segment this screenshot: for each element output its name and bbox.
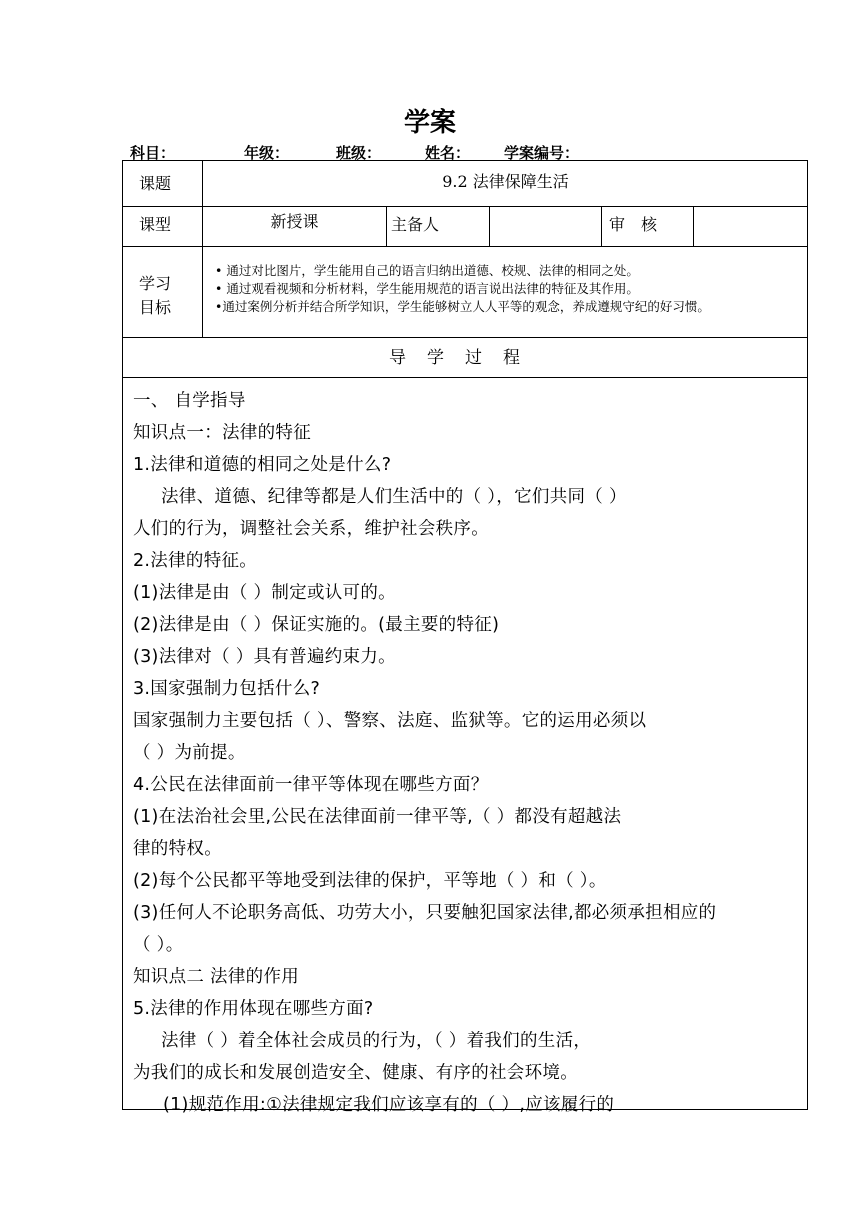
document-title: 学案 <box>403 108 456 138</box>
learning-goals-label-line1: 学习 <box>139 274 172 293</box>
row-divider <box>123 337 807 338</box>
question-line: 1.法律和道德的相同之处是什么? <box>133 455 392 475</box>
column-divider <box>489 206 490 246</box>
answer-line: (2)每个公民都平等地受到法律的保护，平等地（ ）和（ ）。 <box>133 871 607 891</box>
answer-line: 为我们的成长和发展创造安全、健康、有序的社会环境。 <box>133 1063 578 1083</box>
case-number-label: 学案编号： <box>504 144 580 162</box>
subject-label: 科目： <box>130 144 176 162</box>
topic-value: 9.2 法律保障生活 <box>442 172 569 191</box>
column-divider <box>601 206 602 246</box>
column-divider <box>386 206 387 246</box>
learning-goal-item: • 通过观看视频和分析材料，学生能用规范的语言说出法律的特征及其作用。 <box>215 281 639 296</box>
column-divider <box>693 206 694 246</box>
question-line: 2.法律的特征。 <box>133 551 258 571</box>
section-header: 导学过程 <box>389 348 541 368</box>
knowledge-point-heading: 知识点二 法律的作用 <box>133 967 300 987</box>
answer-line: (3)法律对（ ）具有普遍约束力。 <box>133 647 396 667</box>
section-heading: 一、 自学指导 <box>133 391 246 411</box>
answer-line: (1)法律是由（ ）制定或认可的。 <box>133 583 396 603</box>
row-divider <box>123 246 807 247</box>
topic-label: 课题 <box>139 174 172 193</box>
answer-line: 法律、道德、纪律等都是人们生活中的（ ），它们共同（ ） <box>161 487 627 507</box>
knowledge-point-heading: 知识点一：法律的特征 <box>133 423 311 443</box>
answer-line: 人们的行为，调整社会关系，维护社会秩序。 <box>133 519 489 539</box>
question-line: 4.公民在法律面前一律平等体现在哪些方面？ <box>133 775 489 795</box>
answer-line: 律的特权。 <box>133 839 222 859</box>
answer-line: (1)在法治社会里,公民在法律面前一律平等,（ ）都没有超越法 <box>133 807 622 827</box>
preparer-label: 主备人 <box>391 215 440 234</box>
class-label: 班级： <box>336 144 382 162</box>
row-divider <box>123 206 807 207</box>
answer-line: （ ）为前提。 <box>133 743 246 763</box>
question-line: 5.法律的作用体现在哪些方面? <box>133 999 374 1019</box>
learning-goal-item: • 通过对比图片，学生能用自己的语言归纳出道德、校规、法律的相同之处。 <box>215 263 639 278</box>
grade-label: 年级： <box>244 144 290 162</box>
answer-line: (2)法律是由（ ）保证实施的。(最主要的特征) <box>133 615 500 635</box>
answer-line: 国家强制力主要包括（ ）、警察、法庭、监狱等。它的运用必须以 <box>133 711 647 731</box>
row-divider <box>123 377 807 378</box>
review-label: 审 核 <box>609 215 658 234</box>
answer-line: (3)任何人不论职务高低、功劳大小，只要触犯国家法律,都必须承担相应的 <box>133 903 717 923</box>
learning-goals-label-line2: 目标 <box>139 298 172 317</box>
lesson-type-label: 课型 <box>139 215 172 234</box>
lesson-type-value: 新授课 <box>270 212 319 231</box>
answer-line: 法律（ ）着全体社会成员的行为，（ ）着我们的生活， <box>161 1031 592 1051</box>
question-line: 3.国家强制力包括什么? <box>133 679 321 699</box>
name-label: 姓名： <box>425 144 471 162</box>
lesson-table <box>122 160 808 1115</box>
answer-line: （ ）。 <box>133 935 184 955</box>
answer-line: (1)规范作用:①法律规定我们应该享有的（ ）,应该履行的 <box>163 1095 615 1115</box>
learning-goal-item: •通过案例分析并结合所学知识，学生能够树立人人平等的观念，养成遵规守纪的好习惯。 <box>215 299 710 314</box>
